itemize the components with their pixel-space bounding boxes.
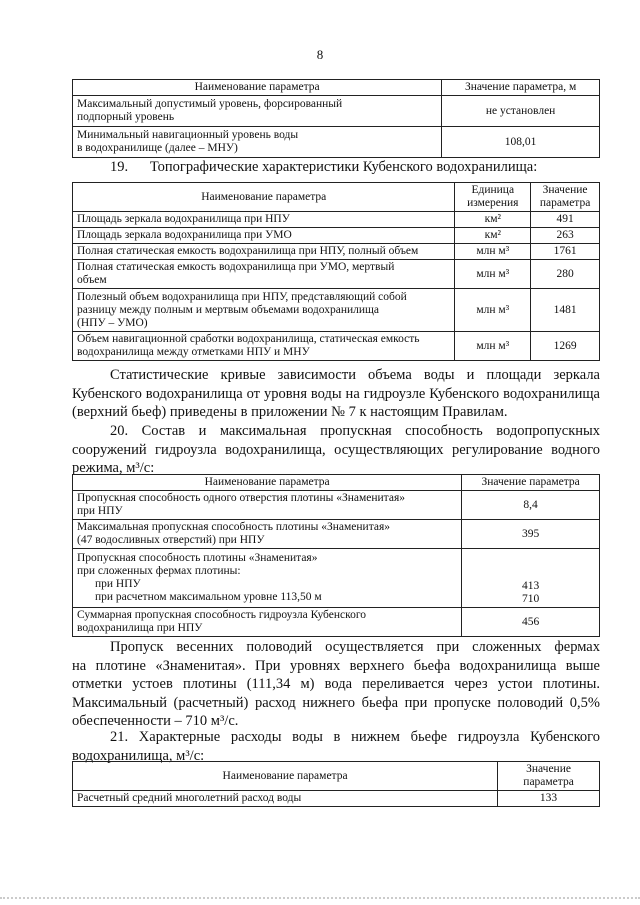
param-name: Максимальный допустимый уровень, форсированный подпорный уровень bbox=[73, 96, 442, 127]
table-row bbox=[73, 791, 600, 807]
section-text: Топографические характеристики Кубенского водохранилища: bbox=[149, 159, 538, 175]
param-value: 395 bbox=[462, 520, 600, 549]
section-21-text: 21. Характерные расходы воды в нижнем бьефе гидроузла Кубенского водохранилища, м³/с: bbox=[72, 729, 600, 764]
column-header-value: Значение параметра bbox=[531, 183, 600, 212]
param-value: 133 bbox=[498, 791, 600, 807]
param-value: 8,4 bbox=[462, 491, 600, 520]
column-header-value: Значение параметра bbox=[462, 475, 600, 491]
column-header-value: Значение параметра bbox=[498, 762, 600, 791]
param-unit: млн м³ bbox=[455, 244, 531, 260]
table-row bbox=[73, 289, 600, 332]
param-name: Полезный объем водохранилища при НПУ, представляющий собой разницу между полным и мертвым объемами водохранилища (НПУ – УМО) bbox=[73, 289, 455, 332]
table-row bbox=[73, 228, 600, 244]
param-value: 280 bbox=[531, 260, 600, 289]
section-20-text: 20. Состав и максимальная пропускная способность водопропускных сооружений гидроузла водохранилища, осуществляющих регулирование водного режима, м³/с: bbox=[72, 423, 600, 476]
param-name: Суммарная пропускная способность гидроузла Кубенского водохранилища при НПУ bbox=[73, 608, 462, 637]
param-name: Площадь зеркала водохранилища при НПУ bbox=[73, 212, 455, 228]
table-row bbox=[73, 608, 600, 637]
param-unit: млн м³ bbox=[455, 289, 531, 332]
column-header-name: Наименование параметра bbox=[73, 80, 442, 96]
table-row bbox=[73, 520, 600, 549]
table-capacity bbox=[72, 474, 600, 637]
table-row bbox=[73, 260, 600, 289]
param-name: Пропускная способность плотины «Знаменитая» при сложенных фермах плотины: при НПУ при расчетном максимальном уровне 113,50 м bbox=[73, 549, 462, 608]
page-number: 8 bbox=[316, 47, 324, 62]
param-unit: км² bbox=[455, 212, 531, 228]
param-value: 491 bbox=[531, 212, 600, 228]
param-name: Объем навигационной сработки водохранилища, статическая емкость водохранилища между отметками НПУ и МНУ bbox=[73, 332, 455, 361]
param-value: 108,01 bbox=[442, 127, 600, 158]
column-header-value: Значение параметра, м bbox=[442, 80, 600, 96]
table-levels bbox=[72, 79, 600, 158]
table-row bbox=[73, 332, 600, 361]
scan-edge-dots bbox=[0, 897, 640, 903]
param-name: Пропускная способность одного отверстия плотины «Знаменитая» при НПУ bbox=[73, 491, 462, 520]
param-value: 456 bbox=[462, 608, 600, 637]
table-row bbox=[73, 244, 600, 260]
param-value: 1481 bbox=[531, 289, 600, 332]
param-unit: км² bbox=[455, 228, 531, 244]
table-row bbox=[73, 96, 600, 127]
table-topography bbox=[72, 182, 600, 361]
param-name: Расчетный средний многолетний расход воды bbox=[73, 791, 498, 807]
column-header-name: Наименование параметра bbox=[73, 475, 462, 491]
param-value: 1761 bbox=[531, 244, 600, 260]
table-row bbox=[73, 549, 600, 608]
table-header-row bbox=[73, 475, 600, 491]
table-header-row bbox=[73, 80, 600, 96]
param-unit: млн м³ bbox=[455, 260, 531, 289]
table-row bbox=[73, 212, 600, 228]
param-name: Минимальный навигационный уровень воды в водохранилище (далее – МНУ) bbox=[73, 127, 442, 158]
param-value: 1269 bbox=[531, 332, 600, 361]
column-header-name: Наименование параметра bbox=[73, 762, 498, 791]
paragraph-curves: Статистические кривые зависимости объема воды и площади зеркала Кубенского водохранилища от уровня воды на гидроузле Кубенского водохранилища (верхний бьеф) приведены в приложении № 7 к настоящим Правилам. bbox=[72, 367, 600, 420]
param-name: Полная статическая емкость водохранилища при НПУ, полный объем bbox=[73, 244, 455, 260]
param-name: Максимальная пропускная способность плотины «Знаменитая» (47 водосливных отверстий) при НПУ bbox=[73, 520, 462, 549]
table-row bbox=[73, 127, 600, 158]
table-row bbox=[73, 491, 600, 520]
param-name: Полная статическая емкость водохранилища при УМО, мертвый объем bbox=[73, 260, 455, 289]
param-value: 413 710 bbox=[462, 549, 600, 608]
param-name: Площадь зеркала водохранилища при УМО bbox=[73, 228, 455, 244]
table-discharge bbox=[72, 761, 600, 807]
table-header-row bbox=[73, 762, 600, 791]
param-unit: млн м³ bbox=[455, 332, 531, 361]
paragraph-flood: Пропуск весенних половодий осуществляется при сложенных фермах на плотине «Знаменитая». При уровнях верхнего бьефа водохранилища выше отметки устоев плотины (111,34 м) вода переливается через устои плотины. Максимальный (расчетный) расход нижнего бьефа при пропуске половодий 0,5% обеспеченности – 710 м³/с. bbox=[72, 639, 600, 729]
column-header-unit: Единица измерения bbox=[455, 183, 531, 212]
table-header-row bbox=[73, 183, 600, 212]
param-value: не установлен bbox=[442, 96, 600, 127]
column-header-name: Наименование параметра bbox=[73, 183, 455, 212]
section-number: 19. bbox=[110, 159, 129, 175]
param-value: 263 bbox=[531, 228, 600, 244]
section-19-heading bbox=[72, 158, 600, 177]
